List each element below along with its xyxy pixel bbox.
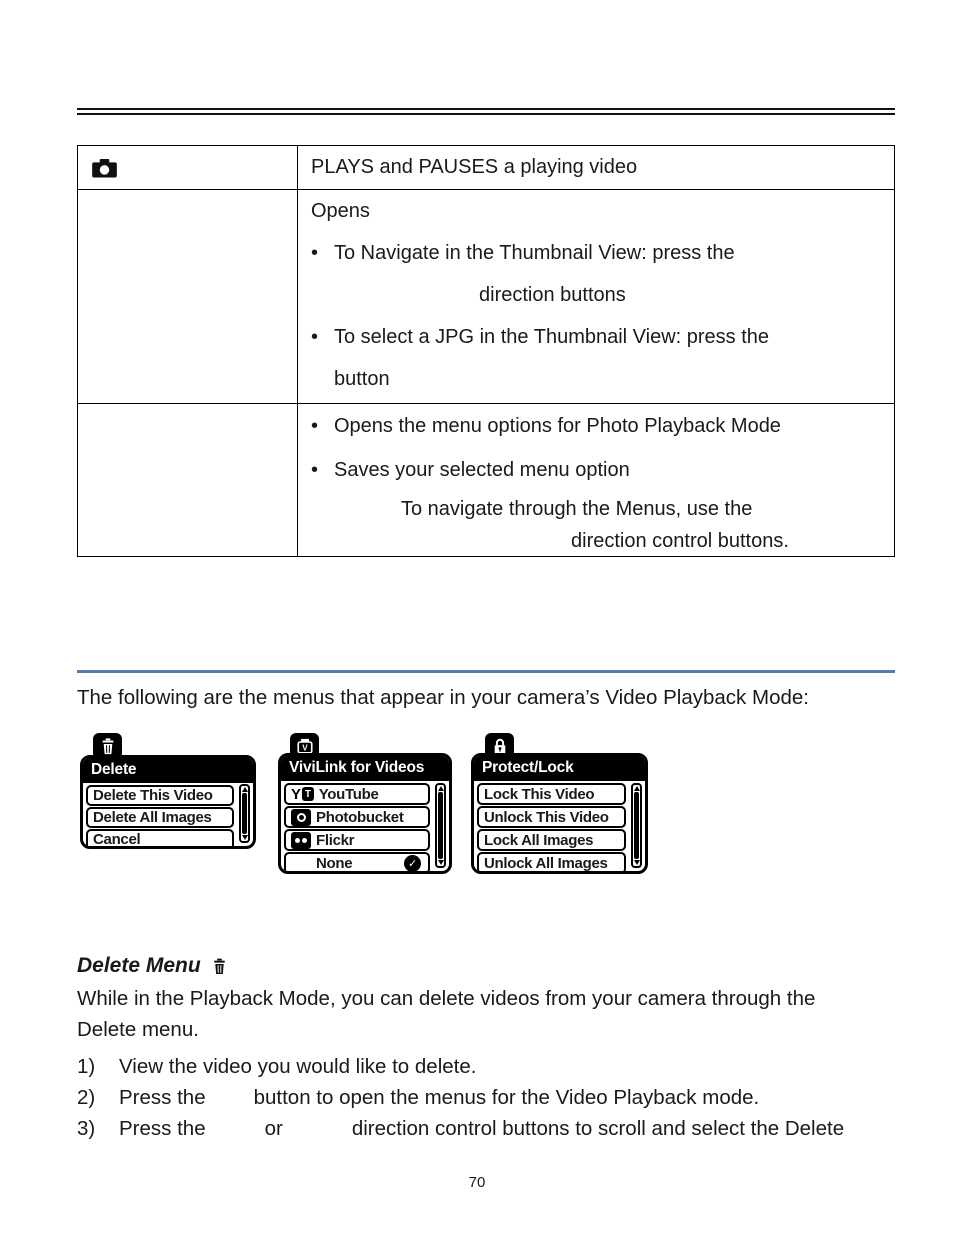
row3-bullet1: • Opens the menu options for Photo Playback Mode — [311, 404, 894, 448]
menu-item: Photobucket — [284, 806, 430, 828]
row1-text: PLAYS and PAUSES a playing video — [311, 156, 638, 178]
page-number: 70 — [468, 1174, 486, 1191]
table-cell-text — [298, 404, 894, 556]
svg-text:V: V — [301, 742, 308, 752]
protect-menu-title: Protect/Lock — [474, 756, 645, 781]
menu-item: Unlock This Video — [477, 806, 626, 828]
scroll-down-icon — [242, 835, 248, 840]
section-divider-rule — [77, 670, 895, 673]
step-number: 2) — [77, 1085, 96, 1109]
trash-icon — [212, 958, 227, 975]
trash-icon — [100, 738, 116, 755]
menu-item: Delete This Video — [86, 785, 234, 806]
camera-icon — [92, 159, 117, 178]
row3-note-line2: direction control buttons. — [571, 530, 789, 552]
youtube-icon: Y T — [291, 786, 314, 803]
menu-item: Flickr — [284, 829, 430, 851]
menu-item: Lock This Video — [477, 783, 626, 805]
vivilink-menu-items — [281, 781, 449, 874]
table-cell-icon — [78, 404, 298, 556]
scroll-thumb — [438, 792, 443, 859]
scroll-thumb — [634, 792, 639, 859]
delete-menu-title: Delete — [83, 758, 253, 783]
protect-menu-box — [471, 753, 648, 874]
heading-text: Delete Menu — [77, 954, 201, 977]
step-1: 1) View the video you would like to delete. — [77, 1054, 477, 1078]
scroll-down-icon — [438, 860, 444, 865]
flickr-icon — [291, 832, 311, 849]
scroll-thumb — [242, 793, 247, 834]
scroll-up-icon — [634, 786, 640, 791]
instruction-steps — [77, 1051, 844, 1144]
scrollbar — [631, 783, 642, 868]
table-cell-text — [298, 146, 894, 189]
table-cell-text — [298, 190, 894, 403]
menu-item: Unlock All Images — [477, 852, 626, 874]
check-icon: ✓ — [404, 855, 421, 872]
row3-note-line1: To navigate through the Menus, use the — [401, 497, 753, 520]
row2-opens: Opens — [311, 199, 370, 222]
menu-item: Delete All Images — [86, 807, 234, 828]
top-double-rule — [77, 108, 895, 115]
row3-bullet2: • Saves your selected menu option — [311, 448, 894, 492]
menu-item: Lock All Images — [477, 829, 626, 851]
step-number: 1) — [77, 1054, 96, 1078]
menu-item: Cancel — [86, 829, 234, 849]
vivilink-menu-box — [278, 753, 452, 874]
menu-item: None ✓ — [284, 852, 430, 874]
menu-item: Y T YouTube — [284, 783, 430, 805]
table-row — [78, 190, 894, 404]
section-paragraph-line2: Delete menu. — [77, 1018, 199, 1041]
table-cell-icon — [78, 146, 298, 189]
row2-bullet1: • To Navigate in the Thumbnail View: press the — [311, 232, 894, 274]
section-paragraph-line1: While in the Playback Mode, you can delete videos from your camera through the — [77, 987, 816, 1010]
menu-screenshots-row — [77, 733, 917, 883]
protect-menu-items — [474, 781, 645, 874]
intro-text: The following are the menus that appear in your camera’s Video Playback Mode: — [77, 686, 809, 709]
scrollbar — [435, 783, 446, 868]
scroll-down-icon — [634, 860, 640, 865]
delete-menu-heading — [77, 954, 227, 978]
row2-bullet1-continuation: direction buttons — [479, 283, 626, 306]
scrollbar — [239, 784, 250, 843]
step-number: 3) — [77, 1116, 96, 1140]
step-2: 2) Press the button to open the menus for the Video Playback mode. — [77, 1085, 760, 1109]
vivilink-menu-title: ViviLink for Videos — [281, 756, 449, 781]
vivilink-tv-icon — [296, 738, 314, 755]
table-cell-icon — [78, 190, 298, 403]
photobucket-icon — [291, 809, 311, 826]
row2-bullet2-continuation: button — [334, 367, 390, 390]
scroll-up-icon — [242, 787, 248, 792]
scroll-up-icon — [438, 786, 444, 791]
row2-bullet2: • To select a JPG in the Thumbnail View: press the — [311, 316, 894, 358]
delete-menu-box — [80, 755, 256, 849]
button-function-table — [77, 145, 895, 557]
table-row — [78, 404, 894, 556]
table-row — [78, 146, 894, 190]
delete-menu-items — [83, 783, 253, 849]
step-3: 3) Press the or direction control buttons to scroll and select the Delete — [77, 1116, 845, 1140]
